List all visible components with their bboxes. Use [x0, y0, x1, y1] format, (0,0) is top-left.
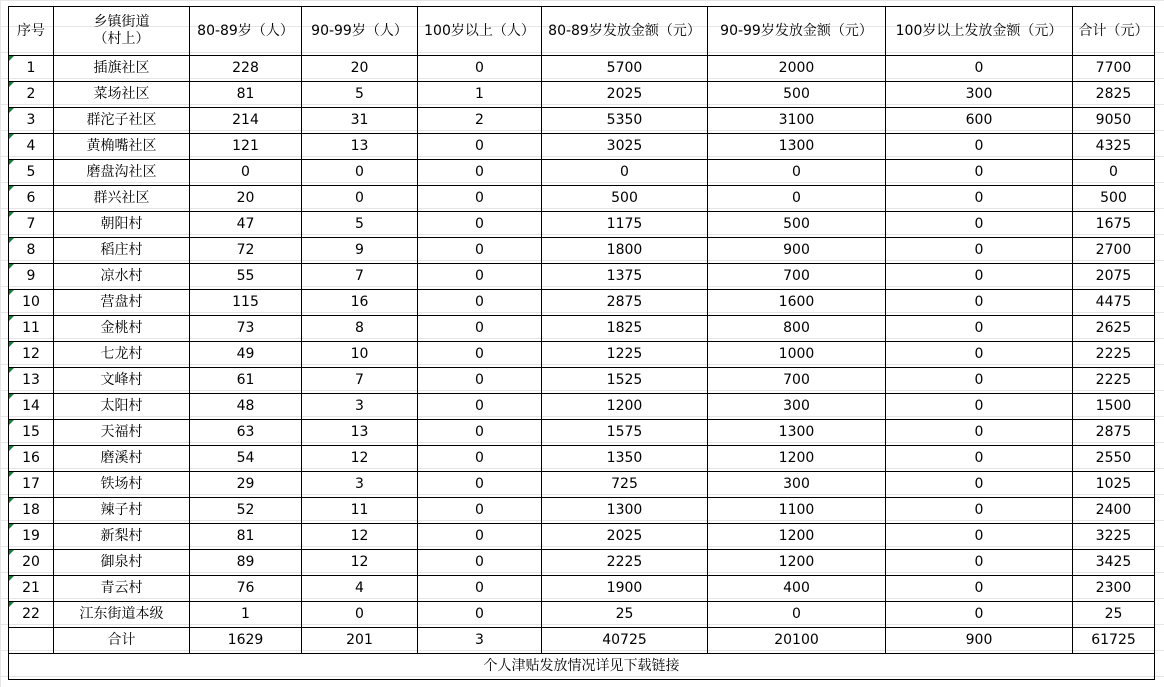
count-100-cell[interactable]: 0 [418, 602, 542, 628]
name-cell[interactable]: 磨盘沟社区 [54, 160, 190, 186]
name-cell[interactable]: 合计 [54, 628, 190, 654]
amount-100-cell[interactable]: 0 [886, 290, 1073, 316]
header-amount-80[interactable]: 80-89岁发放金额（元） [542, 7, 708, 56]
name-cell[interactable]: 新梨村 [54, 524, 190, 550]
seq-cell[interactable]: 19 [9, 524, 54, 550]
amount-80-cell[interactable]: 3025 [542, 134, 708, 160]
total-cell[interactable]: 9050 [1073, 108, 1155, 134]
count-100-cell[interactable]: 0 [418, 134, 542, 160]
header-amount-100[interactable]: 100岁以上发放金额（元） [886, 7, 1073, 56]
count-100-cell[interactable]: 0 [418, 498, 542, 524]
amount-90-cell[interactable]: 300 [708, 394, 886, 420]
header-count-80[interactable]: 80-89岁（人） [190, 7, 302, 56]
seq-cell[interactable]: 10 [9, 290, 54, 316]
name-cell[interactable]: 天福村 [54, 420, 190, 446]
seq-cell[interactable]: 17 [9, 472, 54, 498]
count-90-cell[interactable]: 12 [302, 524, 418, 550]
count-80-cell[interactable]: 121 [190, 134, 302, 160]
name-cell[interactable]: 插旗社区 [54, 56, 190, 82]
amount-80-cell[interactable]: 1175 [542, 212, 708, 238]
amount-90-cell[interactable]: 900 [708, 238, 886, 264]
total-cell[interactable]: 2625 [1073, 316, 1155, 342]
count-80-cell[interactable]: 81 [190, 524, 302, 550]
amount-100-cell[interactable]: 0 [886, 316, 1073, 342]
amount-100-cell[interactable]: 0 [886, 446, 1073, 472]
amount-100-cell[interactable]: 900 [886, 628, 1073, 654]
seq-cell[interactable]: 13 [9, 368, 54, 394]
total-cell[interactable]: 2400 [1073, 498, 1155, 524]
count-90-cell[interactable]: 20 [302, 56, 418, 82]
amount-100-cell[interactable]: 0 [886, 212, 1073, 238]
header-row [9, 7, 1155, 56]
amount-90-cell[interactable]: 0 [708, 160, 886, 186]
amount-100-cell[interactable]: 0 [886, 238, 1073, 264]
amount-90-cell[interactable]: 1200 [708, 524, 886, 550]
count-100-cell[interactable]: 0 [418, 368, 542, 394]
amount-90-cell[interactable]: 0 [708, 186, 886, 212]
header-total[interactable]: 合计（元） [1073, 7, 1155, 56]
amount-90-cell[interactable]: 0 [708, 602, 886, 628]
total-cell[interactable]: 4475 [1073, 290, 1155, 316]
name-cell[interactable]: 磨溪村 [54, 446, 190, 472]
table-row [9, 290, 1155, 316]
footer-row [9, 654, 1155, 680]
amount-80-cell[interactable]: 1800 [542, 238, 708, 264]
name-cell[interactable]: 群兴社区 [54, 186, 190, 212]
amount-90-cell[interactable]: 500 [708, 82, 886, 108]
count-100-cell[interactable]: 0 [418, 420, 542, 446]
amount-100-cell[interactable]: 0 [886, 420, 1073, 446]
count-90-cell[interactable]: 0 [302, 160, 418, 186]
header-amount-90[interactable]: 90-99岁发放金额（元） [708, 7, 886, 56]
count-80-cell[interactable]: 55 [190, 264, 302, 290]
seq-cell[interactable]: 22 [9, 602, 54, 628]
amount-100-cell[interactable]: 0 [886, 498, 1073, 524]
total-cell[interactable]: 2700 [1073, 238, 1155, 264]
table-row [9, 316, 1155, 342]
subsidy-table [8, 6, 1155, 680]
name-cell[interactable]: 御泉村 [54, 550, 190, 576]
name-cell[interactable]: 文峰村 [54, 368, 190, 394]
count-90-cell[interactable]: 5 [302, 212, 418, 238]
table-row [9, 134, 1155, 160]
table-row [9, 186, 1155, 212]
seq-cell[interactable]: 6 [9, 186, 54, 212]
amount-90-cell[interactable]: 700 [708, 368, 886, 394]
count-90-cell[interactable]: 201 [302, 628, 418, 654]
name-cell[interactable]: 凉水村 [54, 264, 190, 290]
amount-90-cell[interactable]: 1100 [708, 498, 886, 524]
count-90-cell[interactable]: 13 [302, 134, 418, 160]
amount-90-cell[interactable]: 3100 [708, 108, 886, 134]
total-cell[interactable]: 3425 [1073, 550, 1155, 576]
amount-90-cell[interactable]: 300 [708, 472, 886, 498]
name-cell[interactable]: 菜场社区 [54, 82, 190, 108]
count-90-cell[interactable]: 31 [302, 108, 418, 134]
name-cell[interactable]: 江东街道本级 [54, 602, 190, 628]
total-cell[interactable]: 1675 [1073, 212, 1155, 238]
count-90-cell[interactable]: 13 [302, 420, 418, 446]
amount-100-cell[interactable]: 300 [886, 82, 1073, 108]
name-cell[interactable]: 铁场村 [54, 472, 190, 498]
amount-100-cell[interactable]: 0 [886, 472, 1073, 498]
seq-cell[interactable]: 15 [9, 420, 54, 446]
count-80-cell[interactable]: 228 [190, 56, 302, 82]
amount-80-cell[interactable]: 1825 [542, 316, 708, 342]
summary-row [9, 628, 1155, 654]
amount-90-cell[interactable]: 800 [708, 316, 886, 342]
seq-cell[interactable]: 1 [9, 56, 54, 82]
table-row [9, 498, 1155, 524]
count-80-cell[interactable]: 73 [190, 316, 302, 342]
amount-100-cell[interactable]: 0 [886, 550, 1073, 576]
amount-80-cell[interactable]: 1225 [542, 342, 708, 368]
count-100-cell[interactable]: 0 [418, 56, 542, 82]
amount-80-cell[interactable]: 1200 [542, 394, 708, 420]
name-cell[interactable]: 群沱子社区 [54, 108, 190, 134]
table-row [9, 602, 1155, 628]
count-100-cell[interactable]: 0 [418, 524, 542, 550]
total-cell[interactable]: 7700 [1073, 56, 1155, 82]
count-80-cell[interactable]: 81 [190, 82, 302, 108]
amount-80-cell[interactable]: 2025 [542, 524, 708, 550]
header-count-100[interactable]: 100岁以上（人） [418, 7, 542, 56]
count-80-cell[interactable]: 63 [190, 420, 302, 446]
total-cell[interactable]: 25 [1073, 602, 1155, 628]
count-80-cell[interactable]: 89 [190, 550, 302, 576]
amount-90-cell[interactable]: 1000 [708, 342, 886, 368]
total-cell[interactable]: 4325 [1073, 134, 1155, 160]
count-80-cell[interactable]: 76 [190, 576, 302, 602]
amount-100-cell[interactable]: 0 [886, 160, 1073, 186]
amount-80-cell[interactable]: 2875 [542, 290, 708, 316]
header-town[interactable]: 乡镇街道 （村上） [54, 7, 190, 56]
count-80-cell[interactable]: 49 [190, 342, 302, 368]
amount-100-cell[interactable]: 0 [886, 56, 1073, 82]
count-90-cell[interactable]: 5 [302, 82, 418, 108]
amount-80-cell[interactable]: 1525 [542, 368, 708, 394]
seq-cell[interactable]: 16 [9, 446, 54, 472]
amount-80-cell[interactable]: 1575 [542, 420, 708, 446]
count-100-cell[interactable]: 0 [418, 212, 542, 238]
count-80-cell[interactable]: 1 [190, 602, 302, 628]
seq-cell[interactable]: 21 [9, 576, 54, 602]
total-cell[interactable]: 500 [1073, 186, 1155, 212]
count-100-cell[interactable]: 0 [418, 186, 542, 212]
name-cell[interactable]: 朝阳村 [54, 212, 190, 238]
amount-80-cell[interactable]: 5700 [542, 56, 708, 82]
count-80-cell[interactable]: 52 [190, 498, 302, 524]
amount-90-cell[interactable]: 700 [708, 264, 886, 290]
count-100-cell[interactable]: 2 [418, 108, 542, 134]
total-cell[interactable]: 2550 [1073, 446, 1155, 472]
count-80-cell[interactable]: 115 [190, 290, 302, 316]
table-row [9, 576, 1155, 602]
seq-cell[interactable]: 12 [9, 342, 54, 368]
count-100-cell[interactable]: 0 [418, 550, 542, 576]
amount-80-cell[interactable]: 1900 [542, 576, 708, 602]
count-100-cell[interactable]: 1 [418, 82, 542, 108]
name-cell[interactable]: 青云村 [54, 576, 190, 602]
amount-90-cell[interactable]: 2000 [708, 56, 886, 82]
seq-cell[interactable]: 5 [9, 160, 54, 186]
amount-90-cell[interactable]: 20100 [708, 628, 886, 654]
seq-cell[interactable]: 4 [9, 134, 54, 160]
table-row [9, 524, 1155, 550]
total-cell[interactable]: 2300 [1073, 576, 1155, 602]
amount-80-cell[interactable]: 0 [542, 160, 708, 186]
amount-90-cell[interactable]: 1300 [708, 134, 886, 160]
table-row [9, 238, 1155, 264]
amount-100-cell[interactable]: 600 [886, 108, 1073, 134]
count-100-cell[interactable]: 0 [418, 394, 542, 420]
table-row [9, 264, 1155, 290]
count-90-cell[interactable]: 12 [302, 446, 418, 472]
name-cell[interactable]: 黄桷嘴社区 [54, 134, 190, 160]
seq-cell[interactable]: 18 [9, 498, 54, 524]
name-cell[interactable]: 太阳村 [54, 394, 190, 420]
count-80-cell[interactable]: 214 [190, 108, 302, 134]
amount-100-cell[interactable]: 0 [886, 576, 1073, 602]
seq-cell[interactable] [9, 628, 54, 654]
amount-80-cell[interactable]: 500 [542, 186, 708, 212]
amount-90-cell[interactable]: 1200 [708, 446, 886, 472]
total-cell[interactable]: 1500 [1073, 394, 1155, 420]
name-cell[interactable]: 辣子村 [54, 498, 190, 524]
amount-80-cell[interactable]: 40725 [542, 628, 708, 654]
table-row [9, 472, 1155, 498]
table-row [9, 56, 1155, 82]
total-cell[interactable]: 0 [1073, 160, 1155, 186]
count-100-cell[interactable]: 0 [418, 290, 542, 316]
count-90-cell[interactable]: 9 [302, 238, 418, 264]
amount-100-cell[interactable]: 0 [886, 394, 1073, 420]
count-90-cell[interactable]: 11 [302, 498, 418, 524]
amount-90-cell[interactable]: 1600 [708, 290, 886, 316]
seq-cell[interactable]: 2 [9, 82, 54, 108]
footer-note[interactable]: 个人津贴发放情况详见下载链接 [9, 654, 1155, 680]
amount-80-cell[interactable]: 5350 [542, 108, 708, 134]
table-row [9, 160, 1155, 186]
count-100-cell[interactable]: 0 [418, 160, 542, 186]
amount-100-cell[interactable]: 0 [886, 186, 1073, 212]
amount-80-cell[interactable]: 725 [542, 472, 708, 498]
count-90-cell[interactable]: 0 [302, 186, 418, 212]
count-90-cell[interactable]: 10 [302, 342, 418, 368]
amount-100-cell[interactable]: 0 [886, 134, 1073, 160]
amount-100-cell[interactable]: 0 [886, 524, 1073, 550]
name-cell[interactable]: 七龙村 [54, 342, 190, 368]
total-cell[interactable]: 3225 [1073, 524, 1155, 550]
count-100-cell[interactable]: 0 [418, 316, 542, 342]
count-80-cell[interactable]: 72 [190, 238, 302, 264]
amount-90-cell[interactable]: 500 [708, 212, 886, 238]
amount-80-cell[interactable]: 2225 [542, 550, 708, 576]
table-row [9, 368, 1155, 394]
amount-80-cell[interactable]: 25 [542, 602, 708, 628]
seq-cell[interactable]: 14 [9, 394, 54, 420]
table-row [9, 82, 1155, 108]
amount-100-cell[interactable]: 0 [886, 264, 1073, 290]
amount-90-cell[interactable]: 1300 [708, 420, 886, 446]
seq-cell[interactable]: 20 [9, 550, 54, 576]
amount-90-cell[interactable]: 1200 [708, 550, 886, 576]
table-row [9, 394, 1155, 420]
seq-cell[interactable]: 8 [9, 238, 54, 264]
header-seq[interactable]: 序号 [9, 7, 54, 56]
total-cell[interactable]: 2075 [1073, 264, 1155, 290]
count-80-cell[interactable]: 0 [190, 160, 302, 186]
amount-100-cell[interactable]: 0 [886, 368, 1073, 394]
amount-80-cell[interactable]: 1375 [542, 264, 708, 290]
table-row [9, 212, 1155, 238]
total-cell[interactable]: 1025 [1073, 472, 1155, 498]
name-cell[interactable]: 稻庄村 [54, 238, 190, 264]
count-80-cell[interactable]: 61 [190, 368, 302, 394]
count-90-cell[interactable]: 7 [302, 368, 418, 394]
seq-cell[interactable]: 9 [9, 264, 54, 290]
count-80-cell[interactable]: 20 [190, 186, 302, 212]
seq-cell[interactable]: 11 [9, 316, 54, 342]
table-row [9, 108, 1155, 134]
count-80-cell[interactable]: 1629 [190, 628, 302, 654]
count-100-cell[interactable]: 0 [418, 238, 542, 264]
count-90-cell[interactable]: 7 [302, 264, 418, 290]
table-row [9, 446, 1155, 472]
count-80-cell[interactable]: 47 [190, 212, 302, 238]
count-100-cell[interactable]: 0 [418, 264, 542, 290]
total-cell[interactable]: 61725 [1073, 628, 1155, 654]
count-80-cell[interactable]: 29 [190, 472, 302, 498]
count-100-cell[interactable]: 0 [418, 472, 542, 498]
seq-cell[interactable]: 7 [9, 212, 54, 238]
header-count-90[interactable]: 90-99岁（人） [302, 7, 418, 56]
amount-100-cell[interactable]: 0 [886, 602, 1073, 628]
count-90-cell[interactable]: 3 [302, 472, 418, 498]
count-90-cell[interactable]: 3 [302, 394, 418, 420]
amount-80-cell[interactable]: 1350 [542, 446, 708, 472]
count-90-cell[interactable]: 0 [302, 602, 418, 628]
count-80-cell[interactable]: 48 [190, 394, 302, 420]
count-100-cell[interactable]: 0 [418, 446, 542, 472]
total-cell[interactable]: 2225 [1073, 342, 1155, 368]
amount-90-cell[interactable]: 400 [708, 576, 886, 602]
total-cell[interactable]: 2225 [1073, 368, 1155, 394]
count-90-cell[interactable]: 4 [302, 576, 418, 602]
count-100-cell[interactable]: 0 [418, 576, 542, 602]
table-row [9, 550, 1155, 576]
count-90-cell[interactable]: 16 [302, 290, 418, 316]
name-cell[interactable]: 营盘村 [54, 290, 190, 316]
name-cell[interactable]: 金桃村 [54, 316, 190, 342]
amount-80-cell[interactable]: 2025 [542, 82, 708, 108]
count-80-cell[interactable]: 54 [190, 446, 302, 472]
amount-80-cell[interactable]: 1300 [542, 498, 708, 524]
total-cell[interactable]: 2875 [1073, 420, 1155, 446]
amount-100-cell[interactable]: 0 [886, 342, 1073, 368]
table-row [9, 342, 1155, 368]
count-90-cell[interactable]: 8 [302, 316, 418, 342]
total-cell[interactable]: 2825 [1073, 82, 1155, 108]
count-100-cell[interactable]: 0 [418, 342, 542, 368]
seq-cell[interactable]: 3 [9, 108, 54, 134]
count-90-cell[interactable]: 12 [302, 550, 418, 576]
count-100-cell[interactable]: 3 [418, 628, 542, 654]
table-row [9, 420, 1155, 446]
